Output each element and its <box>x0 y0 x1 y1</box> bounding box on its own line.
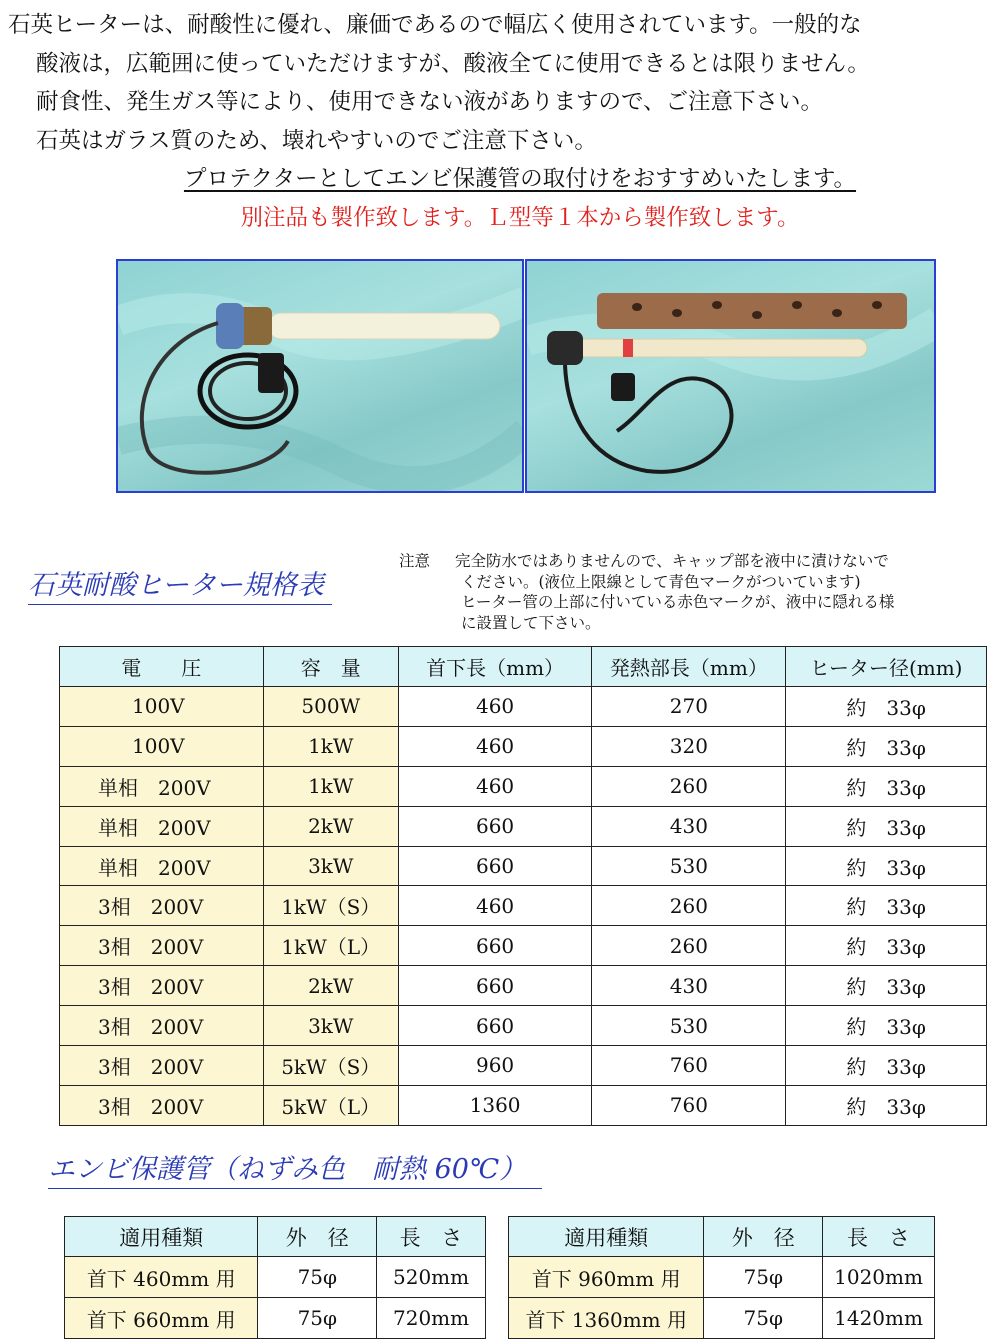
header-application: 適用種類 <box>65 1217 258 1257</box>
capacity-cell: 1kW（L） <box>263 926 398 966</box>
application-cell: 首下 1360mm 用 <box>509 1298 704 1339</box>
table-row <box>509 1257 935 1298</box>
table-row <box>65 1257 486 1298</box>
header-application: 適用種類 <box>509 1217 704 1257</box>
header-outer-diameter: 外 径 <box>258 1217 377 1257</box>
table-row <box>60 966 987 1006</box>
diameter-cell: 75φ <box>704 1298 823 1339</box>
heating-length-cell: 260 <box>592 926 786 966</box>
custom-order-notice: 別注品も製作致します。Ｌ型等１本から製作致します。 <box>240 204 800 231</box>
diameter-cell: 約 33φ <box>786 806 987 846</box>
pvc-pipe-table-1 <box>64 1216 486 1339</box>
caution-line-1: 完全防水ではありませんので、キャップ部を液中に漬けないで <box>455 552 889 570</box>
heating-length-cell: 260 <box>592 766 786 806</box>
intro-line-3: 耐食性、発生ガス等により、使用できない液がありますので、ご注意下さい。 <box>36 89 824 115</box>
heater-photo-2 <box>525 259 936 493</box>
table-row <box>60 846 987 886</box>
application-cell: 首下 460mm 用 <box>65 1257 258 1298</box>
voltage-cell: 単相 200V <box>60 846 264 886</box>
neck-length-cell: 460 <box>398 687 592 727</box>
diameter-cell: 約 33φ <box>786 1046 987 1086</box>
header-capacity: 容 量 <box>263 647 398 687</box>
table-row <box>60 687 987 727</box>
diameter-cell: 約 33φ <box>786 846 987 886</box>
spec-header-row <box>60 647 987 687</box>
caution-line-2: ください。(液位上限線として青色マークがついています) <box>461 572 861 591</box>
voltage-cell: 3相 200V <box>60 886 264 926</box>
heater-photo-1 <box>116 259 524 493</box>
diameter-cell: 75φ <box>704 1257 823 1298</box>
voltage-cell: 単相 200V <box>60 766 264 806</box>
caution-note <box>399 551 999 633</box>
table-row <box>60 726 987 766</box>
diameter-cell: 約 33φ <box>786 966 987 1006</box>
intro-line-1: 石英ヒーターは、耐酸性に優れ、廉価であるので幅広く使用されています。一般的な <box>8 12 862 38</box>
header-length: 長 さ <box>823 1217 935 1257</box>
application-cell: 首下 960mm 用 <box>509 1257 704 1298</box>
protector-recommendation: プロテクターとしてエンビ保護管の取付けをおすすめいたします。 <box>183 166 857 192</box>
neck-length-cell: 660 <box>398 926 592 966</box>
neck-length-cell: 660 <box>398 1006 592 1046</box>
voltage-cell: 3相 200V <box>60 1046 264 1086</box>
intro-line-2: 酸液は，広範囲に使っていただけますが、酸液全てに使用できるとは限りません。 <box>36 50 870 77</box>
heating-length-cell: 320 <box>592 726 786 766</box>
header-neck-length: 首下長（mm） <box>398 647 592 687</box>
diameter-cell: 約 33φ <box>786 1085 987 1125</box>
caution-line-3: ヒーター管の上部に付いている赤色マークが、液中に隠れる様 <box>461 593 895 611</box>
spec-table-title: 石英耐酸ヒーター規格表 <box>28 568 332 605</box>
diameter-cell: 約 33φ <box>786 687 987 727</box>
intro-line-4: 石英はガラス質のため、壊れやすいのでご注意下さい。 <box>36 127 597 154</box>
capacity-cell: 1kW（S） <box>263 886 398 926</box>
diameter-cell: 75φ <box>258 1257 377 1298</box>
table-row <box>60 886 987 926</box>
capacity-cell: 2kW <box>263 966 398 1006</box>
capacity-cell: 3kW <box>263 846 398 886</box>
header-outer-diameter: 外 径 <box>704 1217 823 1257</box>
diameter-cell: 約 33φ <box>786 926 987 966</box>
diameter-cell: 約 33φ <box>786 1006 987 1046</box>
pvc-pipe-title: エンビ保護管（ねずみ色 耐熱 60℃） <box>48 1152 542 1189</box>
table-row <box>65 1298 486 1339</box>
voltage-cell: 3相 200V <box>60 926 264 966</box>
heating-length-cell: 430 <box>592 806 786 846</box>
heating-length-cell: 430 <box>592 966 786 1006</box>
table-row <box>60 926 987 966</box>
heating-length-cell: 270 <box>592 687 786 727</box>
voltage-cell: 3相 200V <box>60 966 264 1006</box>
capacity-cell: 500W <box>263 687 398 727</box>
diameter-cell: 75φ <box>258 1298 377 1339</box>
capacity-cell: 1kW <box>263 766 398 806</box>
header-heater-diameter: ヒーター径(mm) <box>786 647 987 687</box>
voltage-cell: 単相 200V <box>60 806 264 846</box>
pipe-header-row <box>65 1217 486 1257</box>
neck-length-cell: 460 <box>398 766 592 806</box>
diameter-cell: 約 33φ <box>786 766 987 806</box>
heating-length-cell: 530 <box>592 846 786 886</box>
neck-length-cell: 960 <box>398 1046 592 1086</box>
capacity-cell: 2kW <box>263 806 398 846</box>
table-row <box>60 1085 987 1125</box>
diameter-cell: 約 33φ <box>786 726 987 766</box>
header-voltage: 電 圧 <box>60 647 264 687</box>
header-heating-length: 発熱部長（mm） <box>592 647 786 687</box>
capacity-cell: 1kW <box>263 726 398 766</box>
diameter-cell: 約 33φ <box>786 886 987 926</box>
table-row <box>60 1006 987 1046</box>
caution-label: 注意 <box>399 552 431 570</box>
capacity-cell: 5kW（L） <box>263 1085 398 1125</box>
capacity-cell: 5kW（S） <box>263 1046 398 1086</box>
table-row <box>60 766 987 806</box>
neck-length-cell: 460 <box>398 886 592 926</box>
neck-length-cell: 660 <box>398 966 592 1006</box>
length-cell: 1420mm <box>823 1298 935 1339</box>
heating-length-cell: 530 <box>592 1006 786 1046</box>
voltage-cell: 100V <box>60 726 264 766</box>
heating-length-cell: 260 <box>592 886 786 926</box>
neck-length-cell: 660 <box>398 846 592 886</box>
heating-length-cell: 760 <box>592 1046 786 1086</box>
header-length: 長 さ <box>377 1217 486 1257</box>
heating-length-cell: 760 <box>592 1085 786 1125</box>
length-cell: 1020mm <box>823 1257 935 1298</box>
table-row <box>60 1046 987 1086</box>
pvc-pipe-table-2 <box>508 1216 935 1339</box>
neck-length-cell: 1360 <box>398 1085 592 1125</box>
capacity-cell: 3kW <box>263 1006 398 1046</box>
length-cell: 720mm <box>377 1298 486 1339</box>
neck-length-cell: 460 <box>398 726 592 766</box>
voltage-cell: 3相 200V <box>60 1006 264 1046</box>
heater-spec-table <box>59 646 987 1126</box>
neck-length-cell: 660 <box>398 806 592 846</box>
length-cell: 520mm <box>377 1257 486 1298</box>
intro-text <box>0 6 1000 237</box>
pipe-header-row <box>509 1217 935 1257</box>
intro-line-5 <box>0 160 1000 199</box>
table-row <box>509 1298 935 1339</box>
table-row <box>60 806 987 846</box>
voltage-cell: 3相 200V <box>60 1085 264 1125</box>
voltage-cell: 100V <box>60 687 264 727</box>
application-cell: 首下 660mm 用 <box>65 1298 258 1339</box>
caution-line-4: に設置して下さい。 <box>461 613 601 632</box>
